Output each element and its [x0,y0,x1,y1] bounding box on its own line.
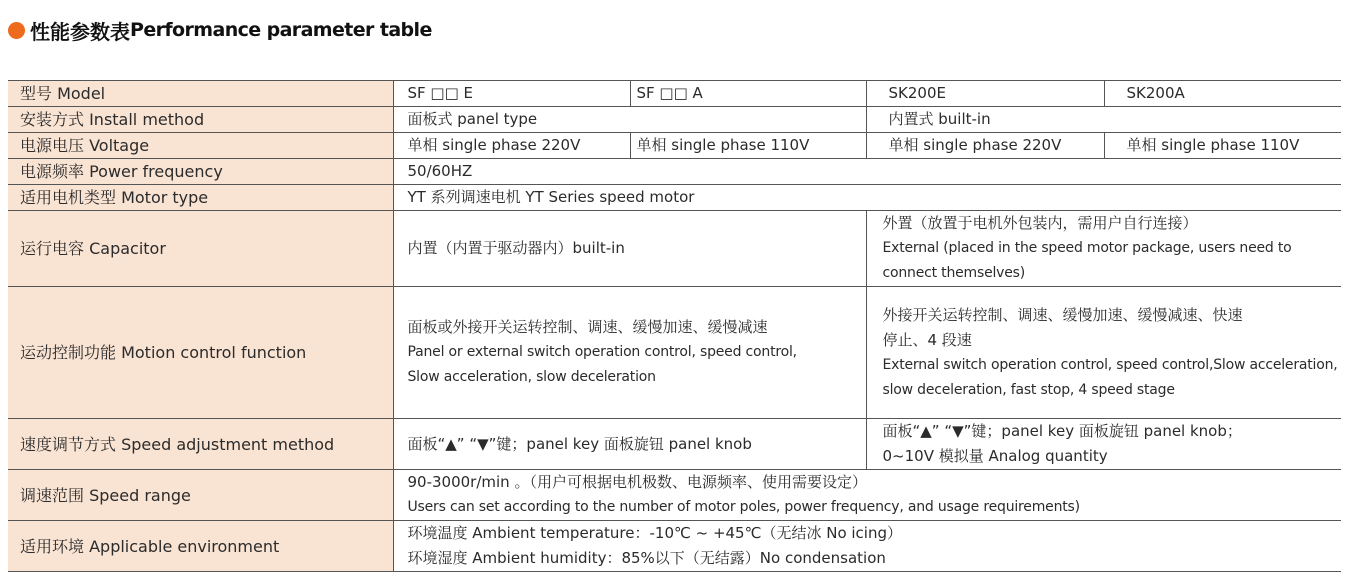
page-title [8,14,432,46]
motion-sk-en-1: External switch operation control, speed control,Slow acceleration, [882,356,1338,373]
cell-voltage-3: 单相 single phase 220V [866,133,1104,159]
capacitor-sk-en-1: External (placed in the speed motor package, users need to [882,240,1292,256]
motion-sf-en-2: Slow acceleration, slow deceleration [407,369,656,385]
cell-voltage-2: 单相 single phase 110V [630,133,866,159]
table-row-model [8,81,1341,107]
motion-sk-en-2: slow deceleration, fast stop, 4 speed stage [882,381,1175,398]
label-capacitor: 运行电容 Capacitor [8,211,393,287]
cell-capacitor-sk [866,211,1341,287]
motion-sk-zh-2: 停止、4 段速 [882,330,972,349]
speed-range-line-1: 90-3000r/min 。（用户可根据电机极数、电源频率、使用需要设定） [407,473,867,491]
table-row-speed-range [8,470,1341,521]
cell-speed-adjust-sk [866,419,1341,470]
table-row-motion [8,287,1341,419]
capacitor-sk-en-2: connect themselves) [882,265,1026,281]
cell-model-sk200a: SK200A [1104,81,1341,107]
table-row-install [8,107,1341,133]
table-row-environment [8,521,1341,572]
cell-frequency: 50/60HZ [393,159,1341,185]
label-environment: 适用环境 Applicable environment [8,521,393,572]
cell-install-sk: 内置式 built-in [866,107,1341,133]
motion-sf-en-1: Panel or external switch operation control, speed control, [407,344,797,360]
speed-adjust-sk-2: 0~10V 模拟量 Analog quantity [882,447,1108,465]
title-english: Performance parameter table [130,19,432,41]
cell-speed-range [393,470,1341,521]
cell-motion-sk [866,287,1341,419]
cell-model-sk200e: SK200E [866,81,1104,107]
performance-parameter-table [8,80,1341,572]
cell-motion-sf [393,287,866,419]
table-row-voltage [8,133,1341,159]
cell-speed-adjust-sf: 面板“▲” “▼”键；panel key 面板旋钮 panel knob [393,419,866,470]
motion-sf-zh: 面板或外接开关运转控制、调速、缓慢加速、缓慢减速 [407,318,768,336]
cell-model-sf-e: SF □□ E [393,81,630,107]
cell-motor: YT 系列调速电机 YT Series speed motor [393,185,1341,211]
title-chinese: 性能参数表 [30,19,130,44]
label-speed-adjust: 速度调节方式 Speed adjustment method [8,419,393,470]
table-row-speed-adjust [8,419,1341,470]
cell-install-sf: 面板式 panel type [393,107,866,133]
label-frequency: 电源频率 Power frequency [8,159,393,185]
speed-range-line-2: Users can set according to the number of motor poles, power frequency, and usage requirements) [407,499,1080,515]
capacitor-sk-zh: 外置（放置于电机外包装内，需用户自行连接） [882,214,1198,232]
label-motor: 适用电机类型 Motor type [8,185,393,211]
environment-line-1: 环境温度 Ambient temperature：-10℃ ~ +45℃（无结冰 No icing） [407,524,902,542]
motion-sk-zh-1: 外接开关运转控制、调速、缓慢加速、缓慢减速、快速 [882,305,1243,324]
table-row-motor [8,185,1341,211]
label-install: 安装方式 Install method [8,107,393,133]
table-row-capacitor [8,211,1341,287]
orange-bullet-icon [8,22,25,39]
label-speed-range: 调速范围 Speed range [8,470,393,521]
cell-voltage-4: 单相 single phase 110V [1104,133,1341,159]
cell-capacitor-sf: 内置（内置于驱动器内）built-in [393,211,866,287]
table-row-frequency [8,159,1341,185]
label-motion: 运动控制功能 Motion control function [8,287,393,419]
speed-adjust-sk-1: 面板“▲” “▼”键；panel key 面板旋钮 panel knob； [882,422,1242,440]
label-model: 型号 Model [8,81,393,107]
environment-line-2: 环境湿度 Ambient humidity：85%以下（无结露）No condensation [407,549,886,567]
cell-environment [393,521,1341,572]
label-voltage: 电源电压 Voltage [8,133,393,159]
cell-voltage-1: 单相 single phase 220V [393,133,630,159]
cell-model-sf-a: SF □□ A [630,81,866,107]
